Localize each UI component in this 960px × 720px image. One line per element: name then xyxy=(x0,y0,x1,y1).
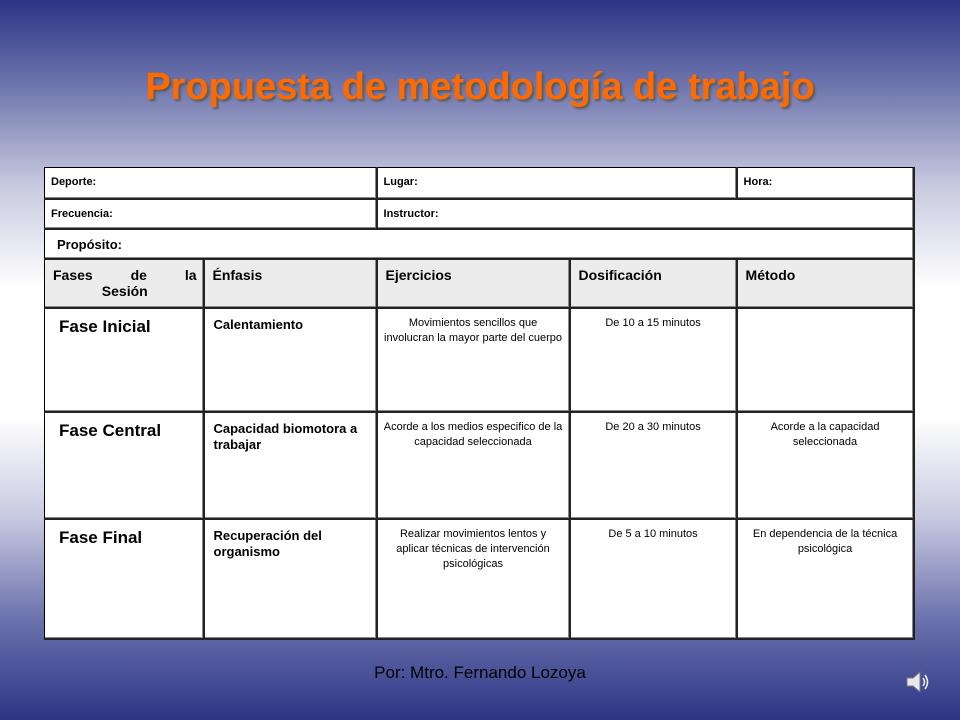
header-enfasis: Énfasis xyxy=(204,259,377,308)
speaker-icon[interactable] xyxy=(903,668,931,696)
hora-label: Hora: xyxy=(737,168,914,199)
dosificacion-cell: De 5 a 10 minutos xyxy=(570,519,737,639)
metodo-cell: En dependencia de la técnica psicológica xyxy=(737,519,914,639)
enfasis-cell: Recuperación del organismo xyxy=(204,519,377,639)
table-row xyxy=(45,308,914,412)
proposito-label: Propósito: xyxy=(45,229,914,259)
ejercicios-cell: Movimientos sencillos que involucran la mayor parte del cuerpo xyxy=(377,308,570,412)
header-dosificacion: Dosificación xyxy=(570,259,737,308)
footer-author: Por: Mtro. Fernando Lozoya xyxy=(374,663,586,682)
instructor-label: Instructor: xyxy=(377,199,914,229)
info-row-2 xyxy=(45,199,914,229)
fase-cell: Fase Inicial xyxy=(45,308,204,412)
header-ejercicios: Ejercicios xyxy=(377,259,570,308)
frecuencia-label: Frecuencia: xyxy=(45,199,377,229)
dosificacion-cell: De 20 a 30 minutos xyxy=(570,412,737,519)
ejercicios-cell: Acorde a los medios especifico de la capacidad seleccionada xyxy=(377,412,570,519)
enfasis-cell: Capacidad biomotora a trabajar xyxy=(204,412,377,519)
table-row xyxy=(45,519,914,639)
dosificacion-cell: De 10 a 15 minutos xyxy=(570,308,737,412)
fase-cell: Fase Central xyxy=(45,412,204,519)
proposito-row xyxy=(45,229,914,259)
header-fases-line2: Sesión xyxy=(101,282,148,299)
metodo-cell: Acorde a la capacidad seleccionada xyxy=(737,412,914,519)
metodo-cell xyxy=(737,308,914,412)
header-metodo: Método xyxy=(737,259,914,308)
methodology-table xyxy=(44,167,915,640)
deporte-label: Deporte: xyxy=(45,168,377,199)
header-row xyxy=(45,259,914,308)
ejercicios-cell: Realizar movimientos lentos y aplicar técnicas de intervención psicológicas xyxy=(377,519,570,639)
lugar-label: Lugar: xyxy=(377,168,737,199)
header-fases-line1: Fases de la xyxy=(53,266,197,283)
slide-title: Propuesta de metodología de trabajo xyxy=(145,66,815,108)
fase-cell: Fase Final xyxy=(45,519,204,639)
header-fases xyxy=(45,259,204,308)
enfasis-cell: Calentamiento xyxy=(204,308,377,412)
table-row xyxy=(45,412,914,519)
info-row-1 xyxy=(45,168,914,199)
